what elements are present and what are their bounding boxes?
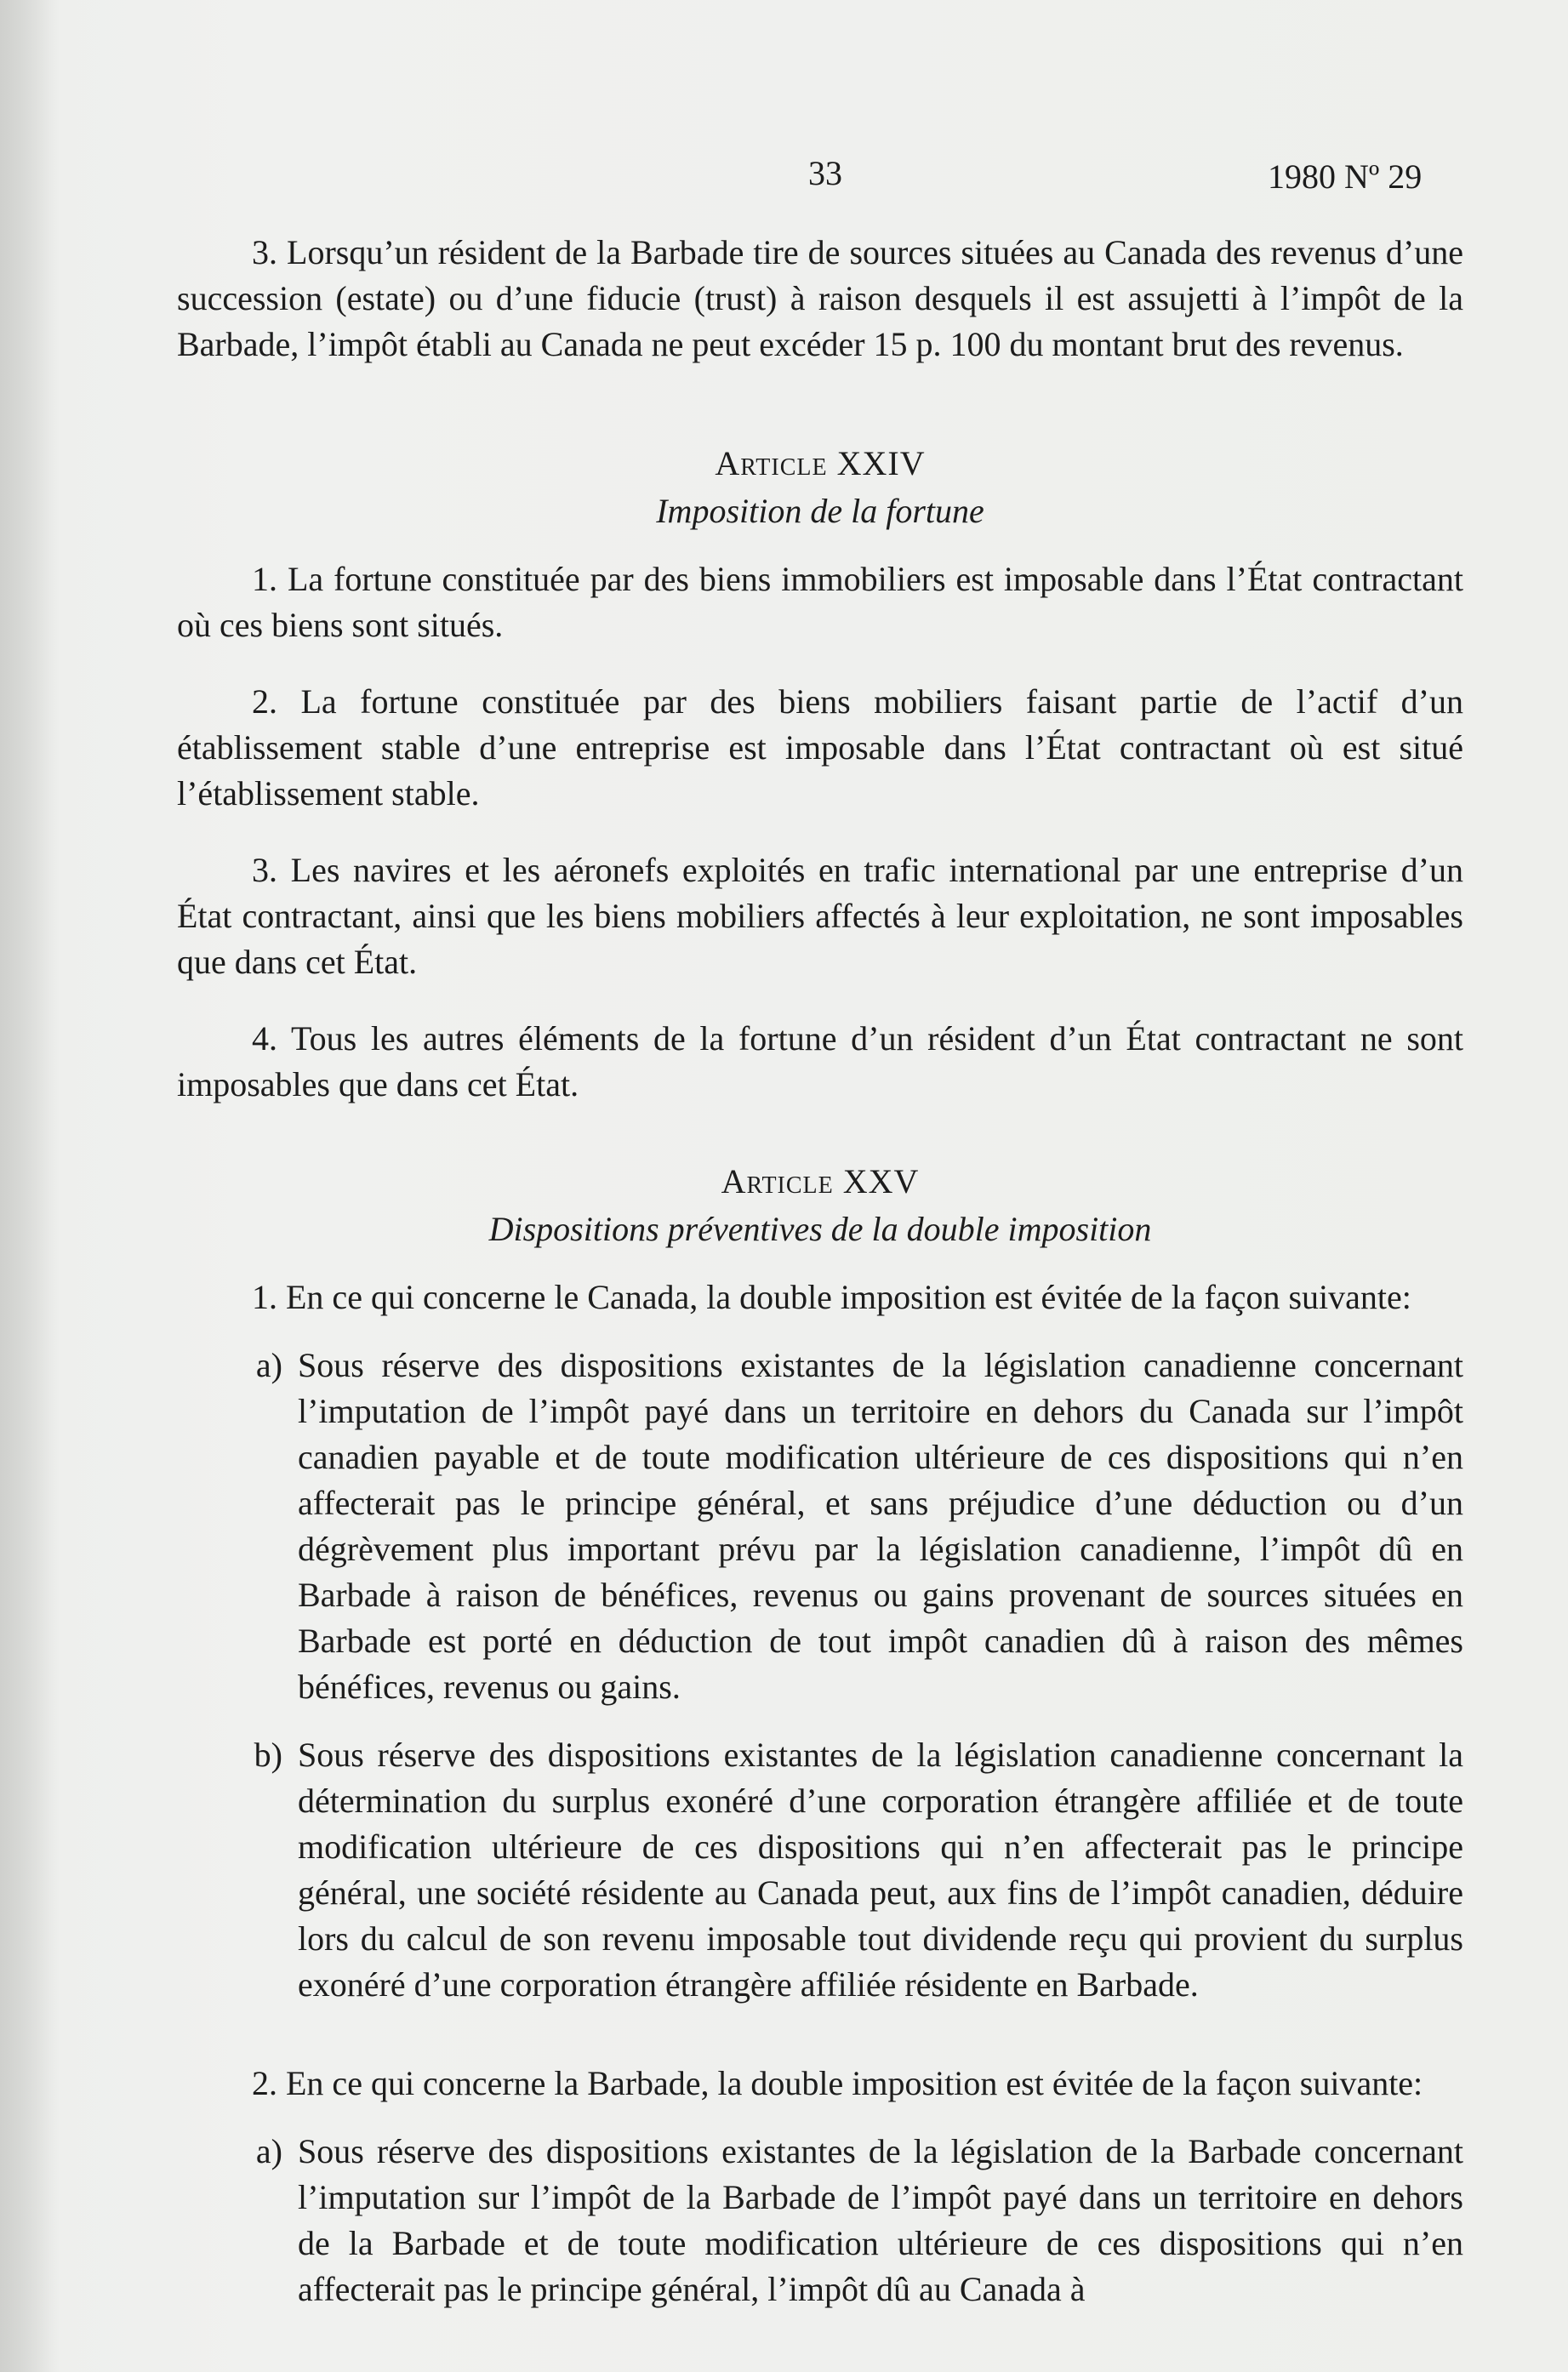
article-24-subtitle: Imposition de la fortune <box>656 492 984 530</box>
article-24 <box>177 442 1463 1108</box>
list-item <box>177 1343 1463 1710</box>
article-25-title: Article XXV <box>721 1162 920 1200</box>
article-25-paragraph-2: 2. En ce qui concerne la Barbade, la double imposition est évitée de la façon suivante: <box>252 2064 1423 2102</box>
list-item-label: a) <box>255 2132 282 2170</box>
law-reference: 1980 Nº 29 <box>1268 157 1423 196</box>
article-25-paragraph-1: 1. En ce qui concerne le Canada, la double imposition est évitée de la façon suivante: <box>252 1278 1411 1316</box>
page-header <box>0 153 1568 204</box>
article-24-paragraph-3: 3. Les navires et les aéronefs exploités en trafic international par une entreprise d’un État contractant, ainsi que les biens mobiliers affectés à leur exploitation, ne sont imposables que dans cet État. <box>177 851 1463 981</box>
binding-shadow <box>0 0 60 2372</box>
list-item-text: Sous réserve des dispositions existantes de la législation canadienne concernant l’imputation de l’impôt payé dans un territoire en dehors du Canada sur l’impôt canadien payable et de toute modification ultérieure de ces dispositions qui n’en affecterait pas le principe général, et sans préjudice d’une déduction ou d’un dégrèvement plus important prévu par la législation canadienne, l’impôt dû en Barbade à raison de bénéfices, revenus ou gains provenant de sources situées en Barbade est porté en déduction de tout impôt canadien dû à raison des mêmes bénéfices, revenus ou gains. <box>298 1346 1463 1706</box>
list-item-label: b) <box>254 1736 282 1774</box>
list-item-label: a) <box>255 1346 282 1384</box>
article-24-paragraph-4: 4. Tous les autres éléments de la fortune d’un résident d’un État contractant ne sont imposables que dans cet État. <box>177 1019 1463 1103</box>
list-item-text: Sous réserve des dispositions existantes de la législation de la Barbade concernant l’imputation sur l’impôt de la Barbade de l’impôt payé dans un territoire en dehors de la Barbade et de toute modification ultérieure de ces dispositions qui n’en affecterait pas le principe général, l’impôt dû au Canada à <box>298 2132 1463 2308</box>
article-24-title: Article XXIV <box>715 444 926 482</box>
page-number: 33 <box>808 154 842 192</box>
list-item-text: Sous réserve des dispositions existantes de la législation canadienne concernant la détermination du surplus exonéré d’une corporation étrangère affiliée et de toute modification ultérieure de ces dispositions qui n’en affecterait pas le principe général, une société résidente au Canada peut, aux fins de l’impôt canadien, déduire lors du calcul de son revenu imposable tout dividende reçu qui provient du surplus exonéré d’une corporation étrangère affiliée résidente en Barbade. <box>298 1736 1463 2004</box>
document-body <box>177 230 1463 2312</box>
article-24-paragraph-2: 2. La fortune constituée par des biens mobiliers faisant partie de l’actif d’un établissement stable d’une entreprise est imposable dans l’État contractant où est situé l’établissement stable. <box>177 682 1463 813</box>
list-item <box>177 1732 1463 2008</box>
article-25 <box>177 1160 1463 2312</box>
paragraph-3: 3. Lorsqu’un résident de la Barbade tire de sources situées au Canada des revenus d’une succession (estate) ou d’une fiducie (trust) à raison desquels il est assujetti à l’impôt de la Barbade, l’impôt établi au Canada ne peut excéder 15 p. 100 du montant brut des revenus. <box>177 233 1463 363</box>
article-24-paragraph-1: 1. La fortune constituée par des biens immobiliers est imposable dans l’État contractant où ces biens sont situés. <box>177 560 1463 644</box>
article-25-subtitle: Dispositions préventives de la double imposition <box>488 1210 1152 1248</box>
list-item <box>177 2129 1463 2312</box>
